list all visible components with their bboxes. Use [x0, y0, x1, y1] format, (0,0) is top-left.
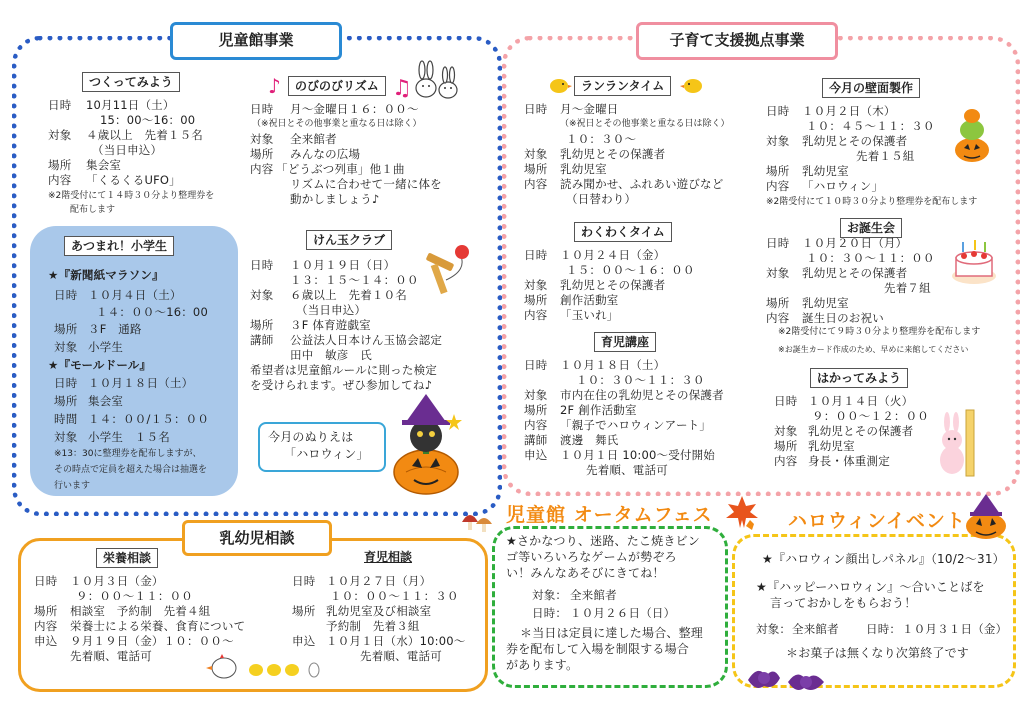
nobinobi-place: みんなの広場	[290, 147, 361, 161]
eiyou-content-label: 内容	[34, 619, 58, 633]
ranran-content-label: 内容	[524, 177, 548, 191]
atsumare-ev2-target: 小学生 １５名	[88, 430, 170, 444]
rabbits-icon	[412, 58, 464, 102]
tanjou-note2: ※お誕生カード作成のため、早めに来館してください	[778, 345, 969, 354]
kabe-title: 今月の壁面製作	[822, 78, 920, 98]
ikuji-soudan-place1: 乳幼児室及び相談室	[326, 604, 432, 618]
ikuji-kouza-apply1: １０月１日 10:00～受付開始	[560, 448, 715, 462]
eiyou-place-label: 場所	[34, 604, 58, 618]
tsukutte-date-label: 日時	[48, 98, 72, 112]
maple-leaf-icon	[724, 494, 760, 534]
ranran-title: ランランタイム	[574, 76, 671, 96]
ikuji-soudan-date-label: 日時	[292, 574, 316, 588]
kabe-target2: 先着１５組	[856, 149, 915, 163]
jidoukan-title: 児童館事業	[170, 22, 342, 60]
mushroom-icon	[460, 508, 494, 536]
ranran-date-label: 日時	[524, 102, 548, 116]
kendama-target-note: （当日申込）	[296, 303, 367, 317]
nyuuyouji-title: 乳幼児相談	[182, 520, 332, 556]
kendama-teacher-label: 講師	[250, 333, 274, 347]
wakuwaku-target: 乳幼児とその保護者	[560, 278, 666, 292]
ikuji-kouza-teacher: 渡邊 舞氏	[560, 433, 619, 447]
wakuwaku-place-label: 場所	[524, 293, 548, 307]
eiyou-apply1: ９月１９日（金）１０：００～	[70, 634, 234, 648]
wakuwaku-date1: １０月２４日（金）	[560, 248, 666, 262]
ikuji-kouza-date2: １０：３０～１１：３０	[576, 373, 705, 387]
nobinobi-date-note: （※祝日とその他事業と重なる日は除く）	[252, 119, 422, 129]
rabbit-ruler-icon	[936, 408, 980, 478]
ikuji-kouza-title: 育児講座	[594, 332, 656, 352]
kabe-target-label: 対象	[766, 134, 790, 148]
halloween-item2b: 言っておかしをもらおう！	[770, 596, 917, 610]
eiyou-content: 栄養士による栄養、食育について	[70, 619, 246, 633]
tanjou-date-label: 日時	[766, 236, 790, 250]
ikuji-soudan-date2: １０：００～１１：３０	[330, 589, 459, 603]
nobinobi-target: 全来館者	[290, 132, 337, 146]
nobinobi-date: 月～金曜日１６：００～	[290, 102, 419, 116]
hakatte-target: 乳幼児とその保護者	[808, 424, 914, 438]
kabe-date1: １０月２日（木）	[802, 104, 896, 118]
atsumare-note3: 行います	[54, 481, 91, 491]
kendama-teacher1: 公益法人日本けん玉協会認定	[290, 333, 443, 347]
ranran-content1: 読み聞かせ、ふれあい遊びなど	[560, 177, 724, 191]
kabe-content: 「ハロウィン」	[802, 179, 884, 193]
ikuji-kouza-target-label: 対象	[524, 388, 548, 402]
kabe-date-label: 日時	[766, 104, 790, 118]
tanjou-date1: １０月２０日（月）	[802, 236, 908, 250]
tanjou-place-label: 場所	[766, 296, 790, 310]
cake-icon	[950, 240, 998, 286]
autumn-date: １０月２６日（日）	[570, 606, 676, 620]
eiyou-place: 相談室 予約制 先着４組	[70, 604, 211, 618]
tanjou-place: 乳幼児室	[802, 296, 849, 310]
ikuji-kouza-apply2: 先着順、電話可	[586, 463, 668, 477]
tsukutte-target-note: （当日申込）	[92, 143, 163, 157]
bat-icon	[744, 660, 834, 700]
hakatte-content-label: 内容	[774, 454, 798, 468]
tsukutte-date1: 10月11日（土）	[86, 98, 175, 112]
kendama-date1: １０月１９日（日）	[290, 258, 396, 272]
nurie-line1: 今月のぬりえは	[268, 430, 354, 444]
hakatte-place: 乳幼児室	[808, 439, 855, 453]
tsukutte-target: ４歳以上 先着１５名	[86, 128, 203, 142]
autumn-target-label: 対象：	[532, 588, 568, 602]
ikuji-kouza-place-label: 場所	[524, 403, 548, 417]
kendama-title: けん玉クラブ	[306, 230, 392, 250]
eiyou-title: 栄養相談	[96, 548, 158, 568]
tsukutte-place: 集会室	[86, 158, 122, 172]
halloween-date: １０月３１日（金）	[902, 622, 1008, 636]
autumn-line2: ゴ等いろいろなゲームが勢ぞろ	[506, 550, 677, 564]
nobinobi-target-label: 対象	[250, 132, 274, 146]
bird-icon	[682, 76, 704, 94]
ranran-place: 乳幼児室	[560, 162, 607, 176]
kendama-date-label: 日時	[250, 258, 274, 272]
kendama-place-label: 場所	[250, 318, 274, 332]
atsumare-note1: ※13：30に整理券を配布しますが、	[54, 449, 202, 459]
atsumare-title: あつまれ！小学生	[64, 236, 174, 256]
nurie-line2: 「ハロウィン」	[284, 447, 369, 461]
witch-cat-icon	[386, 392, 466, 496]
ranran-time: １０：３０～	[566, 132, 637, 146]
hakatte-date-label: 日時	[774, 394, 798, 408]
eiyou-date2: ９：００～１１：００	[76, 589, 193, 603]
tanjou-target: 乳幼児とその保護者	[802, 266, 908, 280]
tsukutte-date2: 15：00～16：00	[100, 113, 196, 127]
ikuji-kouza-date1: １０月１８日（土）	[560, 358, 666, 372]
ikuji-soudan-place-label: 場所	[292, 604, 316, 618]
nobinobi-place-label: 場所	[250, 147, 274, 161]
halloween-note: ＊お菓子は無くなり次第終了です	[786, 646, 970, 660]
autumn-note3: があります。	[506, 658, 579, 672]
kabe-content-label: 内容	[766, 179, 790, 193]
wakuwaku-date-label: 日時	[524, 248, 548, 262]
kendama-icon	[416, 240, 476, 300]
ikuji-soudan-apply2: 先着順、電話可	[360, 649, 442, 663]
tanjou-title: お誕生会	[840, 218, 902, 238]
atsumare-ev2-date-label: 日時	[54, 376, 78, 390]
tsukutte-note2: 配布します	[70, 205, 116, 215]
atsumare-ev1-target-label: 対象	[54, 340, 78, 354]
ikuji-soudan-apply1: １０月１日（水）10:00～	[326, 634, 466, 648]
atsumare-ev2-time-label: 時間	[54, 412, 78, 426]
nobinobi-date-label: 日時	[250, 102, 274, 116]
atsumare-ev2-date: １０月１８日（土）	[88, 376, 194, 390]
pumpkin-icon	[952, 108, 992, 164]
kendama-target-label: 対象	[250, 288, 274, 302]
hakatte-content: 身長・体重測定	[808, 454, 890, 468]
kendama-desc2: を受けられます。ぜひ参加してね♪	[250, 378, 433, 392]
atsumare-ev2-time: １４：００/１５：００	[88, 412, 210, 426]
tanjou-content-label: 内容	[766, 311, 790, 325]
atsumare-ev2-place-label: 場所	[54, 394, 78, 408]
tsukutte-content-label: 内容	[48, 173, 72, 187]
ikuji-kouza-content-label: 内容	[524, 418, 548, 432]
autumn-line3: い！みんなあそびにきてね！	[506, 566, 665, 580]
eiyou-apply2: 先着順、電話可	[70, 649, 152, 663]
kabe-place: 乳幼児室	[802, 164, 849, 178]
autumn-line1: ★さかなつり、迷路、たこ焼きビン	[506, 534, 700, 548]
ikuji-soudan-title: 育児相談	[358, 548, 418, 566]
kabe-place-label: 場所	[766, 164, 790, 178]
halloween-item2a: ★『ハッピーハロウィン』～合いことばを	[756, 580, 985, 594]
atsumare-note2: その時点で定員を超えた場合は抽選を	[54, 465, 208, 475]
ranran-date-note: （※祝日とその他事業と重なる日は除く）	[560, 119, 730, 129]
tanjou-content: 誕生日のお祝い	[802, 311, 884, 325]
eiyou-date-label: 日時	[34, 574, 58, 588]
pumpkin-ghost-icon	[962, 494, 1010, 540]
music-note-icon: ♫	[392, 76, 412, 101]
kendama-desc1: 希望者は児童館ルールに則った検定	[250, 363, 437, 377]
tsukutte-place-label: 場所	[48, 158, 72, 172]
wakuwaku-title: わくわくタイム	[574, 222, 672, 242]
bird-icon	[548, 76, 570, 94]
atsumare-ev1-date-label: 日時	[54, 288, 78, 302]
hakatte-title: はかってみよう	[810, 368, 908, 388]
tsukutte-title: つくってみよう	[82, 72, 180, 92]
wakuwaku-content-label: 内容	[524, 308, 548, 322]
kendama-target: ６歳以上 先着１０名	[290, 288, 407, 302]
autumn-note2: 券を配布して入場を制限する場合	[506, 642, 690, 656]
ikuji-kouza-content: 「親子でハロウィンアート」	[560, 418, 712, 432]
halloween-target-label: 対象：	[756, 622, 792, 636]
tanjou-date2: １０：３０～１１：００	[806, 251, 935, 265]
halloween-target: 全来館者	[792, 622, 839, 636]
atsumare-ev2-place: 集会室	[88, 394, 124, 408]
ikuji-soudan-date1: １０月２７日（月）	[326, 574, 432, 588]
kendama-teacher2: 田中 敏彦 氏	[290, 348, 372, 362]
ranran-content2: （日替わり）	[566, 192, 637, 206]
ikuji-soudan-place2: 予約制 先着３組	[326, 619, 420, 633]
ikuji-kouza-target: 市内在住の乳幼児とその保護者	[560, 388, 724, 402]
autumn-date-label: 日時：	[532, 606, 568, 620]
ranran-target: 乳幼児とその保護者	[560, 147, 666, 161]
kabe-date2: １０：４５～１１：３０	[806, 119, 935, 133]
atsumare-ev1-date2: １４：００～16：00	[96, 305, 208, 319]
kabe-target: 乳幼児とその保護者	[802, 134, 908, 148]
kendama-place: ３F 体育遊戯室	[290, 318, 371, 332]
ikuji-kouza-date-label: 日時	[524, 358, 548, 372]
eiyou-date1: １０月３日（金）	[70, 574, 164, 588]
autumn-target: 全来館者	[570, 588, 617, 602]
atsumare-ev1-place: ３F 通路	[88, 322, 142, 336]
halloween-title: ハロウィンイベント	[788, 510, 966, 532]
autumn-title: 児童館 オータムフェス	[506, 504, 713, 526]
nobinobi-content3: 動かしましょう♪	[290, 192, 380, 206]
atsumare-ev1-title: ★『新聞紙マラソン』	[48, 268, 164, 282]
hakatte-target-label: 対象	[774, 424, 798, 438]
ranran-place-label: 場所	[524, 162, 548, 176]
wakuwaku-content: 「玉いれ」	[560, 308, 619, 322]
wakuwaku-target-label: 対象	[524, 278, 548, 292]
atsumare-ev1-place-label: 場所	[54, 322, 78, 336]
tanjou-target2: 先着７組	[884, 281, 931, 295]
nobinobi-content-label: 内容	[250, 162, 274, 176]
nobinobi-content2: リズムに合わせて一緒に体を	[290, 177, 442, 191]
tsukutte-target-label: 対象	[48, 128, 72, 142]
tanjou-target-label: 対象	[766, 266, 790, 280]
ranran-date: 月～金曜日	[560, 102, 619, 116]
halloween-date-label: 日時：	[866, 622, 902, 636]
music-note-icon: ♪	[268, 74, 281, 98]
atsumare-ev2-target-label: 対象	[54, 430, 78, 444]
tanjou-note1: ※2階受付にて９時３０分より整理券を配布します	[778, 327, 981, 337]
wakuwaku-place: 創作活動室	[560, 293, 619, 307]
hakatte-date1: １０月１４日（火）	[808, 394, 914, 408]
kosodate-title: 子育て支援拠点事業	[636, 22, 838, 60]
nobinobi-content1: 「どうぶつ列車」他１曲	[276, 162, 405, 176]
atsumare-ev2-title: ★『モールドール』	[48, 358, 152, 372]
ikuji-kouza-place: 2F 創作活動室	[560, 403, 637, 417]
wakuwaku-date2: １５：００～１６：００	[566, 263, 695, 277]
kendama-date2: １３：１５～１４：００	[290, 273, 419, 287]
chick-icon	[208, 650, 332, 680]
ikuji-kouza-apply-label: 申込	[524, 448, 548, 462]
tsukutte-content: 「くるくるUFO」	[86, 173, 181, 187]
halloween-item1: ★『ハロウィン顔出しパネル』（10/2～31）	[762, 552, 1005, 566]
atsumare-ev1-date1: １０月４日（土）	[88, 288, 182, 302]
eiyou-apply-label: 申込	[34, 634, 58, 648]
tsukutte-note1: ※2階受付にて１４時３０分より整理券を	[48, 191, 215, 201]
autumn-note1: ＊当日は定員に達した場合、整理	[520, 626, 704, 640]
nobinobi-title: のびのびリズム	[288, 76, 386, 96]
atsumare-ev1-target: 小学生	[88, 340, 124, 354]
kabe-note: ※2階受付にて１０時３０分より整理券を配布します	[766, 197, 978, 207]
ranran-target-label: 対象	[524, 147, 548, 161]
hakatte-date2: ９：００～１２：００	[812, 409, 929, 423]
ikuji-kouza-teacher-label: 講師	[524, 433, 548, 447]
hakatte-place-label: 場所	[774, 439, 798, 453]
ikuji-soudan-apply-label: 申込	[292, 634, 316, 648]
